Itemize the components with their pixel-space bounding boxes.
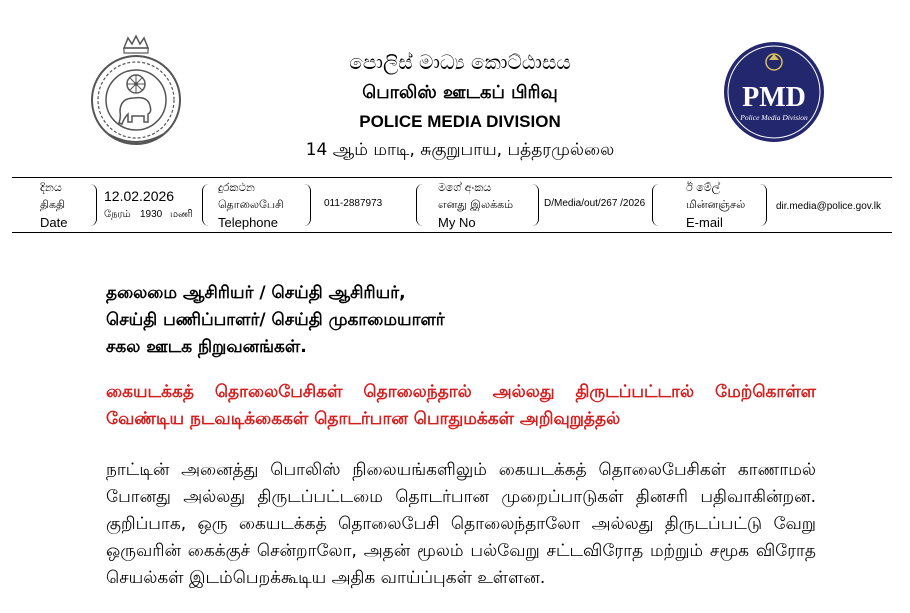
email-brace bbox=[758, 184, 767, 226]
myno-label-sinhala: මගේ අංකය bbox=[438, 181, 492, 194]
date-value: 12.02.2026 bbox=[104, 188, 175, 204]
body-line-3: குறிப்பாக, ஒரு கையடக்கத் தொலைபேசி தொலைந்தாலோ அல்லது திருடப்பட்டு வேறு bbox=[106, 514, 816, 534]
subject-line-2: வேண்டிய நடவடிக்கைகள் தொடர்பான பொதுமக்கள் அறிவுறுத்தல் bbox=[106, 409, 621, 429]
phone-label-english: Telephone bbox=[218, 215, 278, 230]
myno-close-brace bbox=[652, 184, 661, 226]
time-suffix: மணி bbox=[170, 209, 193, 220]
recipient-line-1: தலைமை ஆசிரியர் / செய்தி ஆசிரியர், bbox=[106, 283, 406, 303]
email-value: dir.media@police.gov.lk bbox=[776, 201, 882, 212]
body-line-2: போனது அல்லது திருடப்பட்டமை தொடர்பான முறைப்பாடுகள் தினசரி பதிவாகின்றன. bbox=[106, 487, 816, 507]
myno-label-tamil: எனது இலக்கம் bbox=[438, 198, 514, 211]
myno-value: D/Media/out/267 /2026 bbox=[544, 198, 646, 209]
recipient-line-3: சகல ஊடக நிறுவனங்கள். bbox=[106, 337, 307, 357]
phone-label-tamil: தொலைபேசி bbox=[218, 198, 284, 211]
body-line-4: ஒருவரின் கைக்குச் சென்றாலோ, அதன் மூலம் பல்வேறு சட்டவிரோத மற்றும் சமூக விரோத bbox=[106, 541, 816, 561]
email-label-tamil: மின்னஞ்சல் bbox=[686, 198, 746, 211]
title-english: POLICE MEDIA DIVISION bbox=[359, 112, 561, 131]
phone-brace bbox=[302, 184, 311, 226]
sri-lanka-police-seal-logo bbox=[88, 34, 184, 150]
title-sinhala: පොලිස් මාධ්‍ය කොට්ඨාසය bbox=[349, 50, 571, 74]
subject-line-1: கையடக்கத் தொலைபேசிகள் தொலைந்தால் அல்லது திருடப்பட்டால் மேற்கொள்ள bbox=[106, 382, 816, 402]
pmd-logo-text: PMD bbox=[742, 82, 806, 113]
pmd-logo-subtext: Police Media Division bbox=[740, 113, 808, 122]
date-label-tamil: திகதி bbox=[40, 198, 66, 211]
date-brace bbox=[88, 184, 97, 226]
title-tamil: பொலிஸ் ஊடகப் பிரிவு bbox=[362, 82, 558, 103]
date-close-brace bbox=[202, 184, 211, 226]
myno-label-english: My No bbox=[438, 215, 476, 230]
date-label-sinhala: දිනය bbox=[40, 181, 62, 194]
phone-close-brace bbox=[416, 184, 425, 226]
body-line-5: செயல்கள் இடம்பெறக்கூடிய அதிக வாய்ப்புகள் உள்ளன. bbox=[106, 568, 546, 588]
date-label-english: Date bbox=[40, 215, 68, 230]
time-value: 1930 bbox=[140, 209, 163, 220]
email-label-english: E-mail bbox=[686, 215, 723, 230]
phone-value: 011-2887973 bbox=[324, 198, 383, 209]
body-line-1: நாட்டின் அனைத்து பொலிஸ் நிலையங்களிலும் கையடக்கத் தொலைபேசிகள் காணாமல் bbox=[106, 460, 816, 480]
time-label: நேரம் bbox=[104, 209, 131, 220]
myno-brace bbox=[530, 184, 539, 226]
recipient-line-2: செய்தி பணிப்பாளர்/ செய்தி முகாமையாளர் bbox=[106, 310, 445, 330]
address: 14 ஆம் மாடி, சுகுறுபாய, பத்தரமுல்லை bbox=[305, 140, 615, 160]
pmd-logo bbox=[722, 40, 826, 144]
email-label-sinhala: ඊ මේල් bbox=[686, 181, 721, 194]
phone-label-sinhala: දුරකථන bbox=[218, 181, 255, 194]
